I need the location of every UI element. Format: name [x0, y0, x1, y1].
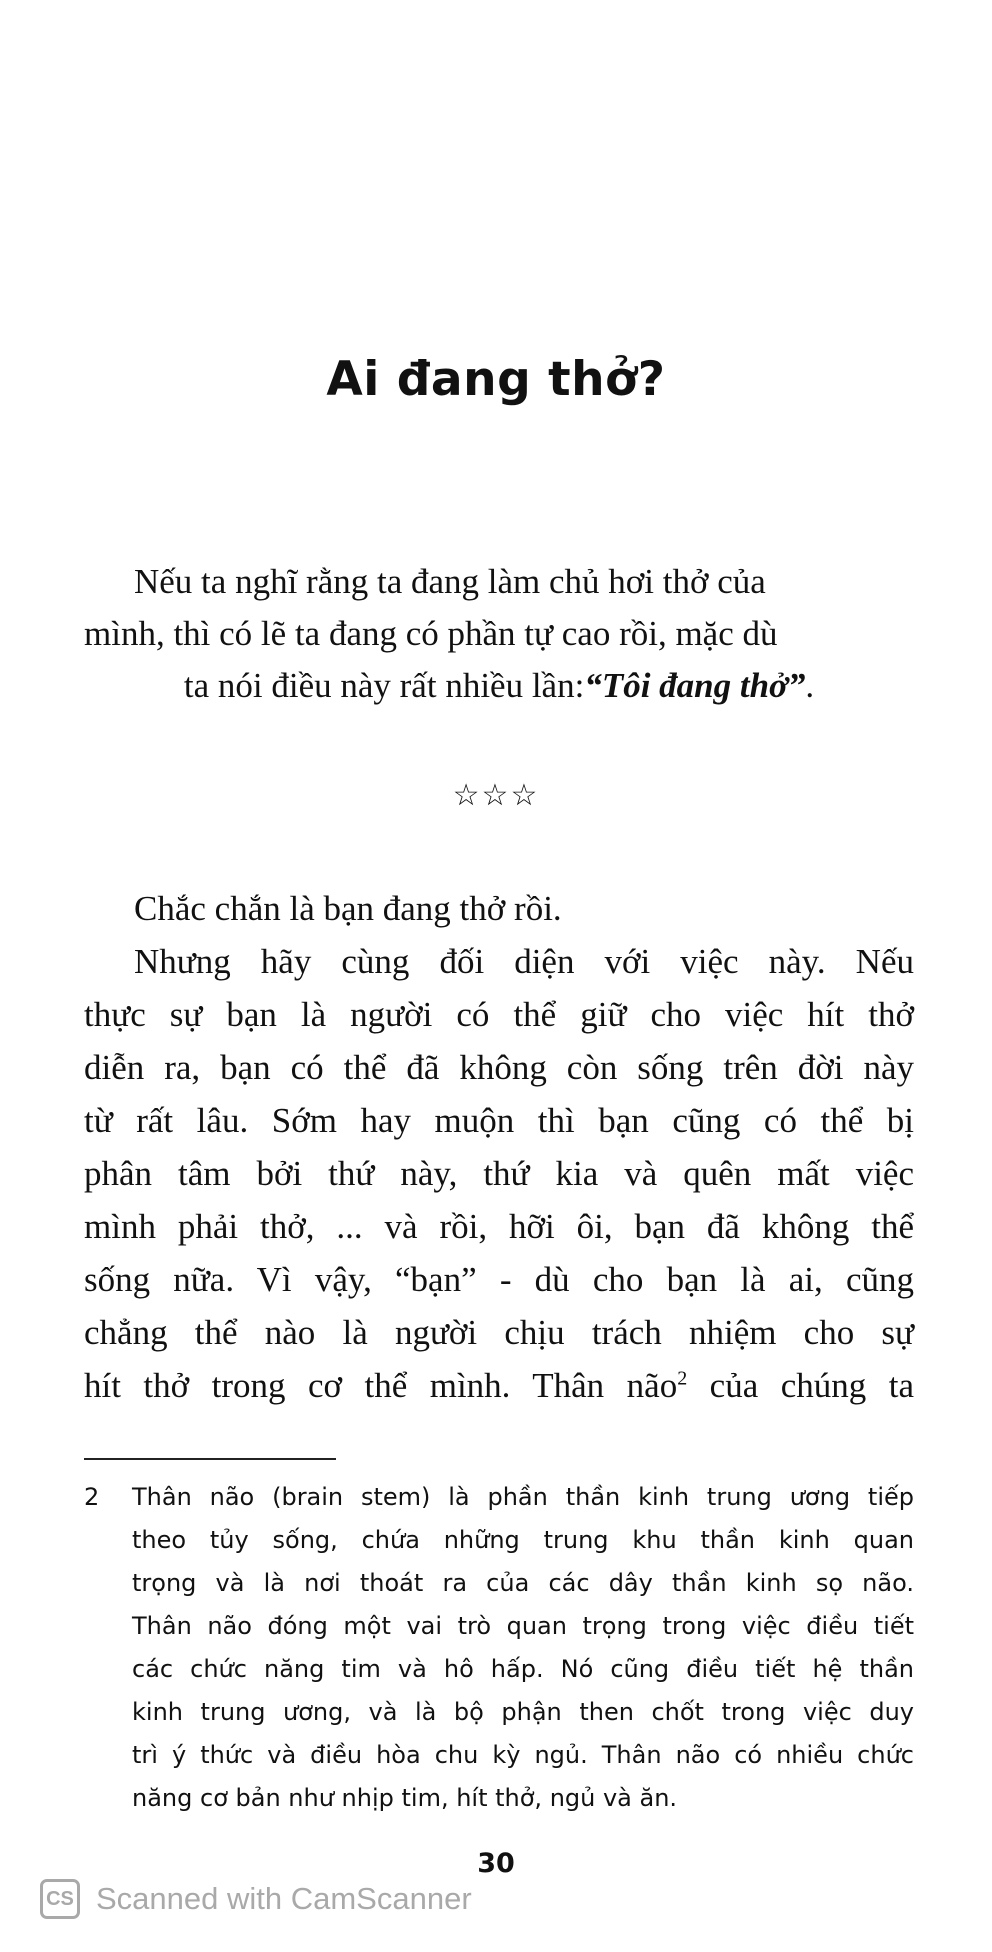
intro-line: [84, 660, 914, 712]
footnote-ref: 2: [677, 1367, 688, 1390]
scanner-watermark: [40, 1876, 472, 1922]
body-line: [84, 1359, 914, 1412]
footnote-line: các chức năng tim và hô hấp. Nó cũng điều tiết hệ thần: [132, 1655, 914, 1683]
intro-last-prefix: ta nói điều này rất nhiều lần:: [183, 666, 585, 705]
body-last-line-end: của chúng ta: [687, 1366, 914, 1405]
intro-quote: “Tôi đang thở”: [584, 666, 806, 705]
body-line: mình phải thở, ... và rồi, hỡi ôi, bạn đã không thể: [84, 1207, 914, 1246]
body-line: thực sự bạn là người có thể giữ cho việc hít thở: [84, 995, 914, 1034]
intro-line: Nếu ta nghĩ rằng ta đang làm chủ hơi thở của: [134, 562, 766, 601]
footnote-line: kinh trung ương, và là bộ phận then chốt trong việc duy: [132, 1698, 914, 1726]
footnote: [84, 1476, 914, 1820]
footnote-line: năng cơ bản như nhịp tim, hít thở, ngủ và ăn.: [132, 1784, 678, 1812]
body-line: từ rất lâu. Sớm hay muộn thì bạn cũng có thể bị: [84, 1101, 914, 1140]
footnote-divider: [84, 1458, 336, 1460]
footnote-line: trì ý thức và điều hòa chu kỳ ngủ. Thân não có nhiều chức: [132, 1741, 914, 1769]
watermark-text: Scanned with CamScanner: [96, 1881, 472, 1916]
page-number: 30: [477, 1848, 515, 1879]
body-line: diễn ra, bạn có thể đã không còn sống trên đời này: [84, 1048, 914, 1087]
intro-last-suffix: .: [805, 666, 815, 705]
footnote-line: Thân não đóng một vai trò quan trọng trong việc điều tiết: [132, 1612, 914, 1640]
body-line: phân tâm bởi thứ này, thứ kia và quên mất việc: [84, 1154, 914, 1193]
section-separator: ☆☆☆: [452, 778, 540, 813]
intro-paragraph: [84, 556, 914, 712]
footnote-line: trọng và là nơi thoát ra của các dây thần kinh sọ não.: [132, 1569, 914, 1597]
body-line: Chắc chắn là bạn đang thở rồi.: [134, 889, 562, 928]
body-paragraphs: [84, 882, 914, 1412]
camscanner-logo-icon: CS: [40, 1879, 80, 1919]
footnote-text: [132, 1476, 914, 1820]
footnote-line: theo tủy sống, chứa những trung khu thần kinh quan: [132, 1526, 914, 1554]
body-last-line: hít thở trong cơ thể mình. Thân não: [84, 1366, 678, 1405]
intro-line: mình, thì có lẽ ta đang có phần tự cao rồi, mặc dù: [84, 614, 778, 653]
body-line: chẳng thể nào là người chịu trách nhiệm cho sự: [84, 1313, 914, 1352]
footnote-line: Thân não (brain stem) là phần thần kinh trung ương tiếp: [132, 1483, 914, 1511]
body-line: sống nữa. Vì vậy, “bạn” - dù cho bạn là ai, cũng: [84, 1260, 914, 1299]
footnote-number: 2: [84, 1483, 100, 1511]
chapter-title: Ai đang thở?: [326, 352, 666, 407]
body-line: Nhưng hãy cùng đối diện với việc này. Nếu: [134, 942, 914, 981]
